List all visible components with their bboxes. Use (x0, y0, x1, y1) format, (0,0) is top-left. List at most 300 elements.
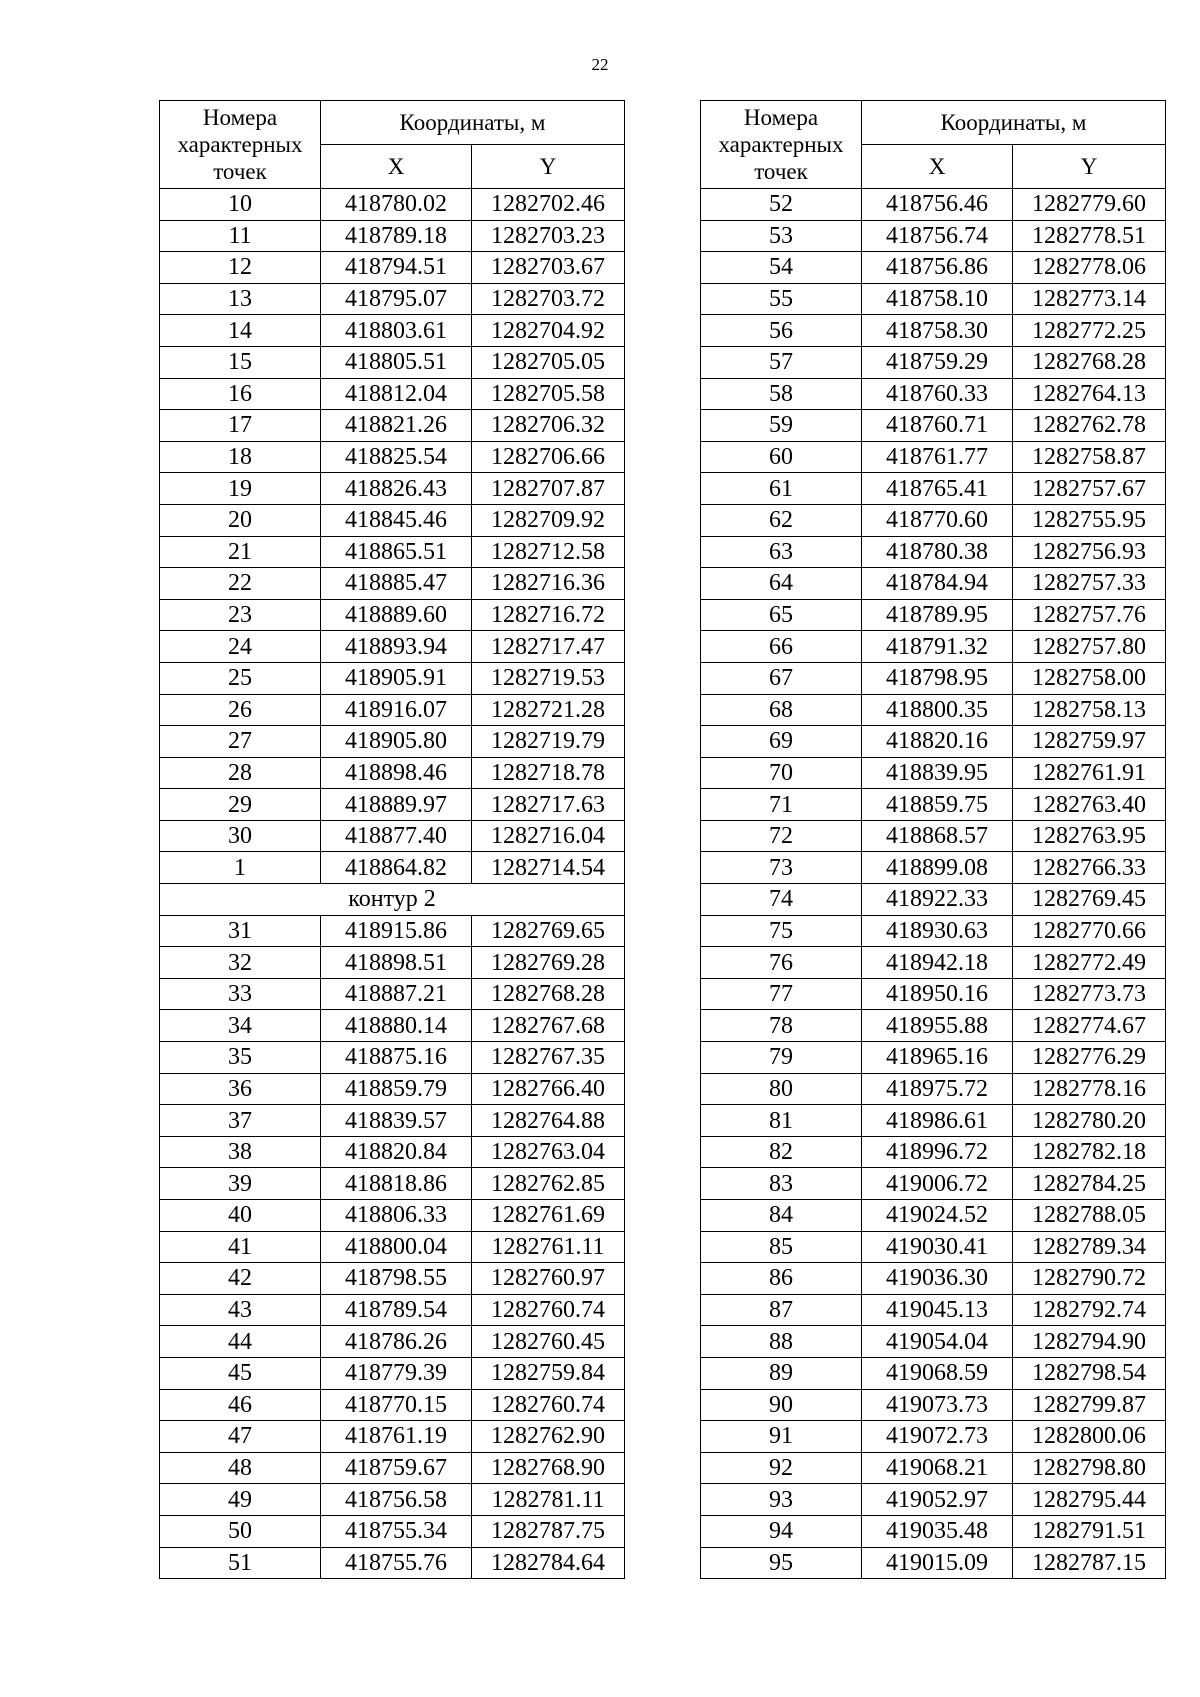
x-coordinate-cell: 418806.33 (321, 1200, 472, 1232)
point-number-cell: 36 (160, 1073, 321, 1105)
table-body (160, 189, 625, 1579)
table-row (701, 757, 1166, 789)
table-row (160, 726, 625, 758)
table-row (701, 1168, 1166, 1200)
table-row (701, 1294, 1166, 1326)
y-coordinate-cell: 1282790.72 (1013, 1263, 1166, 1295)
y-coordinate-cell: 1282760.97 (472, 1263, 625, 1295)
point-number-cell: 26 (160, 694, 321, 726)
table-row (160, 1168, 625, 1200)
table-row (160, 1136, 625, 1168)
table-row (160, 1452, 625, 1484)
point-number-cell: 44 (160, 1326, 321, 1358)
y-coordinate-cell: 1282755.95 (1013, 504, 1166, 536)
x-coordinate-cell: 418770.15 (321, 1389, 472, 1421)
x-coordinate-cell: 419045.13 (862, 1294, 1013, 1326)
table-row (701, 346, 1166, 378)
table-row (160, 189, 625, 221)
x-coordinate-cell: 418805.51 (321, 346, 472, 378)
x-coordinate-cell: 419036.30 (862, 1263, 1013, 1295)
y-column-header: Y (472, 145, 625, 189)
y-coordinate-cell: 1282776.29 (1013, 1042, 1166, 1074)
table-row (160, 378, 625, 410)
point-number-cell: 40 (160, 1200, 321, 1232)
y-coordinate-cell: 1282702.46 (472, 189, 625, 221)
table-row (701, 189, 1166, 221)
x-coordinate-cell: 418865.51 (321, 536, 472, 568)
table-row (160, 1389, 625, 1421)
section-label: контур 2 (160, 884, 625, 916)
point-number-cell: 57 (701, 346, 862, 378)
point-number-cell: 79 (701, 1042, 862, 1074)
point-number-cell: 53 (701, 220, 862, 252)
point-number-cell: 37 (160, 1105, 321, 1137)
point-number-cell: 11 (160, 220, 321, 252)
point-number-cell: 1 (160, 852, 321, 884)
table-row (160, 1547, 625, 1579)
table-row (160, 346, 625, 378)
points-header-line: Номера (743, 105, 819, 130)
point-number-cell: 94 (701, 1515, 862, 1547)
table-row (160, 283, 625, 315)
point-number-cell: 90 (701, 1389, 862, 1421)
point-number-cell: 67 (701, 662, 862, 694)
point-number-cell: 21 (160, 536, 321, 568)
x-coordinate-cell: 418868.57 (862, 820, 1013, 852)
y-coordinate-cell: 1282716.04 (472, 820, 625, 852)
table-row (160, 315, 625, 347)
table-row (701, 1547, 1166, 1579)
point-number-cell: 16 (160, 378, 321, 410)
table-row (160, 662, 625, 694)
x-coordinate-cell: 418759.29 (862, 346, 1013, 378)
x-coordinate-cell: 418930.63 (862, 915, 1013, 947)
table-row (701, 694, 1166, 726)
point-number-cell: 10 (160, 189, 321, 221)
x-coordinate-cell: 418786.26 (321, 1326, 472, 1358)
y-coordinate-cell: 1282768.28 (1013, 346, 1166, 378)
point-number-cell: 62 (701, 504, 862, 536)
y-coordinate-cell: 1282717.47 (472, 631, 625, 663)
x-coordinate-cell: 418965.16 (862, 1042, 1013, 1074)
table-row (160, 947, 625, 979)
point-number-cell: 15 (160, 346, 321, 378)
table-row (701, 1136, 1166, 1168)
x-coordinate-cell: 419030.41 (862, 1231, 1013, 1263)
point-number-cell: 19 (160, 473, 321, 505)
x-coordinate-cell: 418839.57 (321, 1105, 472, 1137)
table-row (701, 252, 1166, 284)
y-coordinate-cell: 1282778.16 (1013, 1073, 1166, 1105)
table-row (160, 978, 625, 1010)
x-coordinate-cell: 418899.08 (862, 852, 1013, 884)
table-row (160, 789, 625, 821)
x-coordinate-cell: 418798.95 (862, 662, 1013, 694)
x-coordinate-cell: 418845.46 (321, 504, 472, 536)
x-coordinate-cell: 418859.75 (862, 789, 1013, 821)
y-coordinate-cell: 1282718.78 (472, 757, 625, 789)
x-coordinate-cell: 418812.04 (321, 378, 472, 410)
x-column-header: X (862, 145, 1013, 189)
y-coordinate-cell: 1282757.76 (1013, 599, 1166, 631)
point-number-cell: 65 (701, 599, 862, 631)
y-coordinate-cell: 1282763.04 (472, 1136, 625, 1168)
y-coordinate-cell: 1282794.90 (1013, 1326, 1166, 1358)
point-number-cell: 64 (701, 568, 862, 600)
point-number-cell: 82 (701, 1136, 862, 1168)
point-number-cell: 34 (160, 1010, 321, 1042)
point-number-cell: 84 (701, 1200, 862, 1232)
point-number-cell: 50 (160, 1515, 321, 1547)
y-coordinate-cell: 1282800.06 (1013, 1421, 1166, 1453)
y-coordinate-cell: 1282762.90 (472, 1421, 625, 1453)
table-row (701, 536, 1166, 568)
x-coordinate-cell: 419054.04 (862, 1326, 1013, 1358)
x-coordinate-cell: 418784.94 (862, 568, 1013, 600)
point-number-cell: 60 (701, 441, 862, 473)
x-coordinate-cell: 418950.16 (862, 978, 1013, 1010)
point-number-cell: 31 (160, 915, 321, 947)
x-coordinate-cell: 418760.33 (862, 378, 1013, 410)
y-coordinate-cell: 1282759.84 (472, 1357, 625, 1389)
y-coordinate-cell: 1282760.74 (472, 1389, 625, 1421)
table-row (160, 1263, 625, 1295)
y-coordinate-cell: 1282778.51 (1013, 220, 1166, 252)
table-row (160, 504, 625, 536)
point-number-cell: 41 (160, 1231, 321, 1263)
table-row (701, 1200, 1166, 1232)
point-number-cell: 81 (701, 1105, 862, 1137)
point-number-cell: 49 (160, 1484, 321, 1516)
points-header-line: характерных (177, 132, 303, 157)
point-number-cell: 51 (160, 1547, 321, 1579)
point-number-cell: 91 (701, 1421, 862, 1453)
y-coordinate-cell: 1282721.28 (472, 694, 625, 726)
x-coordinate-cell: 418756.46 (862, 189, 1013, 221)
table-row (160, 1421, 625, 1453)
y-coordinate-cell: 1282758.13 (1013, 694, 1166, 726)
table-row (160, 252, 625, 284)
y-coordinate-cell: 1282773.73 (1013, 978, 1166, 1010)
table-row (701, 504, 1166, 536)
point-number-cell: 59 (701, 410, 862, 442)
table-row (701, 915, 1166, 947)
x-coordinate-cell: 418826.43 (321, 473, 472, 505)
point-number-cell: 61 (701, 473, 862, 505)
page-number: 22 (591, 55, 609, 74)
points-column-header (701, 101, 862, 189)
x-coordinate-cell: 419015.09 (862, 1547, 1013, 1579)
x-coordinate-cell: 418758.30 (862, 315, 1013, 347)
y-coordinate-cell: 1282769.65 (472, 915, 625, 947)
x-coordinate-cell: 418755.34 (321, 1515, 472, 1547)
point-number-cell: 89 (701, 1357, 862, 1389)
x-coordinate-cell: 418765.41 (862, 473, 1013, 505)
point-number-cell: 25 (160, 662, 321, 694)
y-coordinate-cell: 1282763.40 (1013, 789, 1166, 821)
x-coordinate-cell: 418825.54 (321, 441, 472, 473)
table-row (160, 568, 625, 600)
table-row (701, 1326, 1166, 1358)
x-coordinate-cell: 418942.18 (862, 947, 1013, 979)
y-column-header: Y (1013, 145, 1166, 189)
x-coordinate-cell: 418880.14 (321, 1010, 472, 1042)
y-coordinate-cell: 1282758.87 (1013, 441, 1166, 473)
x-coordinate-cell: 418986.61 (862, 1105, 1013, 1137)
table-row (160, 915, 625, 947)
y-coordinate-cell: 1282795.44 (1013, 1484, 1166, 1516)
x-coordinate-cell: 418759.67 (321, 1452, 472, 1484)
table-row (160, 1294, 625, 1326)
x-coordinate-cell: 418898.46 (321, 757, 472, 789)
point-number-cell: 29 (160, 789, 321, 821)
point-number-cell: 80 (701, 1073, 862, 1105)
point-number-cell: 55 (701, 283, 862, 315)
y-coordinate-cell: 1282773.14 (1013, 283, 1166, 315)
y-coordinate-cell: 1282769.45 (1013, 884, 1166, 916)
table-row (160, 410, 625, 442)
table-row (701, 1357, 1166, 1389)
x-coordinate-cell: 419006.72 (862, 1168, 1013, 1200)
y-coordinate-cell: 1282704.92 (472, 315, 625, 347)
table-row (160, 1515, 625, 1547)
x-coordinate-cell: 418761.19 (321, 1421, 472, 1453)
x-coordinate-cell: 419052.97 (862, 1484, 1013, 1516)
point-number-cell: 20 (160, 504, 321, 536)
table-row (701, 789, 1166, 821)
point-number-cell: 32 (160, 947, 321, 979)
x-coordinate-cell: 418864.82 (321, 852, 472, 884)
y-coordinate-cell: 1282780.20 (1013, 1105, 1166, 1137)
point-number-cell: 13 (160, 283, 321, 315)
y-coordinate-cell: 1282705.05 (472, 346, 625, 378)
table-row (701, 1452, 1166, 1484)
table-row (701, 220, 1166, 252)
x-coordinate-cell: 419068.59 (862, 1357, 1013, 1389)
point-number-cell: 88 (701, 1326, 862, 1358)
point-number-cell: 30 (160, 820, 321, 852)
point-number-cell: 93 (701, 1484, 862, 1516)
table-row (160, 852, 625, 884)
x-coordinate-cell: 418820.84 (321, 1136, 472, 1168)
x-coordinate-cell: 418798.55 (321, 1263, 472, 1295)
point-number-cell: 92 (701, 1452, 862, 1484)
table-row (160, 694, 625, 726)
y-coordinate-cell: 1282778.06 (1013, 252, 1166, 284)
point-number-cell: 87 (701, 1294, 862, 1326)
point-number-cell: 46 (160, 1389, 321, 1421)
table-row (701, 1515, 1166, 1547)
table-row (701, 410, 1166, 442)
y-coordinate-cell: 1282784.64 (472, 1547, 625, 1579)
table-row (701, 1042, 1166, 1074)
y-coordinate-cell: 1282781.11 (472, 1484, 625, 1516)
point-number-cell: 23 (160, 599, 321, 631)
point-number-cell: 58 (701, 378, 862, 410)
x-coordinate-cell: 418905.80 (321, 726, 472, 758)
point-number-cell: 69 (701, 726, 862, 758)
table-row (701, 315, 1166, 347)
coordinates-table-right (700, 100, 1166, 1579)
table-row (701, 1263, 1166, 1295)
point-number-cell: 54 (701, 252, 862, 284)
x-coordinate-cell: 418800.04 (321, 1231, 472, 1263)
point-number-cell: 76 (701, 947, 862, 979)
y-coordinate-cell: 1282763.95 (1013, 820, 1166, 852)
y-coordinate-cell: 1282767.68 (472, 1010, 625, 1042)
point-number-cell: 52 (701, 189, 862, 221)
point-number-cell: 24 (160, 631, 321, 663)
points-header-line: точек (213, 159, 267, 184)
x-coordinate-cell: 419072.73 (862, 1421, 1013, 1453)
y-coordinate-cell: 1282716.72 (472, 599, 625, 631)
table-row (701, 947, 1166, 979)
x-coordinate-cell: 418755.76 (321, 1547, 472, 1579)
point-number-cell: 63 (701, 536, 862, 568)
y-coordinate-cell: 1282703.23 (472, 220, 625, 252)
y-coordinate-cell: 1282767.35 (472, 1042, 625, 1074)
table-row (701, 599, 1166, 631)
y-coordinate-cell: 1282760.45 (472, 1326, 625, 1358)
point-number-cell: 73 (701, 852, 862, 884)
y-coordinate-cell: 1282706.66 (472, 441, 625, 473)
x-coordinate-cell: 418955.88 (862, 1010, 1013, 1042)
y-coordinate-cell: 1282716.36 (472, 568, 625, 600)
point-number-cell: 74 (701, 884, 862, 916)
point-number-cell: 47 (160, 1421, 321, 1453)
x-coordinate-cell: 418758.10 (862, 283, 1013, 315)
x-coordinate-cell: 418779.39 (321, 1357, 472, 1389)
point-number-cell: 18 (160, 441, 321, 473)
table-row (160, 220, 625, 252)
y-coordinate-cell: 1282784.25 (1013, 1168, 1166, 1200)
table-row (160, 473, 625, 505)
point-number-cell: 48 (160, 1452, 321, 1484)
x-coordinate-cell: 418875.16 (321, 1042, 472, 1074)
table-row (160, 1231, 625, 1263)
table-row (160, 1200, 625, 1232)
x-coordinate-cell: 418770.60 (862, 504, 1013, 536)
table-row (701, 884, 1166, 916)
x-coordinate-cell: 418975.72 (862, 1073, 1013, 1105)
point-number-cell: 70 (701, 757, 862, 789)
x-coordinate-cell: 418839.95 (862, 757, 1013, 789)
point-number-cell: 85 (701, 1231, 862, 1263)
x-coordinate-cell: 418789.95 (862, 599, 1013, 631)
table-row (701, 441, 1166, 473)
point-number-cell: 35 (160, 1042, 321, 1074)
x-coordinate-cell: 419073.73 (862, 1389, 1013, 1421)
point-number-cell: 56 (701, 315, 862, 347)
point-number-cell: 43 (160, 1294, 321, 1326)
x-coordinate-cell: 418905.91 (321, 662, 472, 694)
point-number-cell: 38 (160, 1136, 321, 1168)
table-row (701, 568, 1166, 600)
table-row (160, 1073, 625, 1105)
table-row (160, 1042, 625, 1074)
y-coordinate-cell: 1282703.67 (472, 252, 625, 284)
table-row (701, 662, 1166, 694)
y-coordinate-cell: 1282764.13 (1013, 378, 1166, 410)
y-coordinate-cell: 1282782.18 (1013, 1136, 1166, 1168)
table-row (160, 757, 625, 789)
point-number-cell: 45 (160, 1357, 321, 1389)
table-row (701, 978, 1166, 1010)
y-coordinate-cell: 1282798.54 (1013, 1357, 1166, 1389)
table-row (701, 726, 1166, 758)
table-row (701, 378, 1166, 410)
point-number-cell: 22 (160, 568, 321, 600)
coordinates-table-left (159, 100, 625, 1579)
y-coordinate-cell: 1282709.92 (472, 504, 625, 536)
y-coordinate-cell: 1282779.60 (1013, 189, 1166, 221)
x-coordinate-cell: 418922.33 (862, 884, 1013, 916)
x-coordinate-cell: 419024.52 (862, 1200, 1013, 1232)
point-number-cell: 28 (160, 757, 321, 789)
y-coordinate-cell: 1282792.74 (1013, 1294, 1166, 1326)
x-coordinate-cell: 418756.58 (321, 1484, 472, 1516)
table-row (701, 852, 1166, 884)
x-coordinate-cell: 418760.71 (862, 410, 1013, 442)
x-coordinate-cell: 418859.79 (321, 1073, 472, 1105)
coordinates-column-header: Координаты, м (321, 101, 625, 145)
x-coordinate-cell: 418756.86 (862, 252, 1013, 284)
x-coordinate-cell: 418996.72 (862, 1136, 1013, 1168)
y-coordinate-cell: 1282706.32 (472, 410, 625, 442)
y-coordinate-cell: 1282772.25 (1013, 315, 1166, 347)
table-row (701, 820, 1166, 852)
table-row (701, 1389, 1166, 1421)
y-coordinate-cell: 1282774.67 (1013, 1010, 1166, 1042)
table-row (160, 1357, 625, 1389)
y-coordinate-cell: 1282772.49 (1013, 947, 1166, 979)
point-number-cell: 17 (160, 410, 321, 442)
x-coordinate-cell: 418803.61 (321, 315, 472, 347)
y-coordinate-cell: 1282761.11 (472, 1231, 625, 1263)
y-coordinate-cell: 1282766.33 (1013, 852, 1166, 884)
y-coordinate-cell: 1282719.53 (472, 662, 625, 694)
y-coordinate-cell: 1282707.87 (472, 473, 625, 505)
y-coordinate-cell: 1282761.69 (472, 1200, 625, 1232)
point-number-cell: 66 (701, 631, 862, 663)
table-row (160, 441, 625, 473)
table-row (701, 473, 1166, 505)
x-coordinate-cell: 418898.51 (321, 947, 472, 979)
x-coordinate-cell: 418780.02 (321, 189, 472, 221)
y-coordinate-cell: 1282768.28 (472, 978, 625, 1010)
point-number-cell: 78 (701, 1010, 862, 1042)
table-row (160, 1010, 625, 1042)
table-row (701, 1073, 1166, 1105)
table-row (701, 631, 1166, 663)
y-coordinate-cell: 1282757.80 (1013, 631, 1166, 663)
point-number-cell: 71 (701, 789, 862, 821)
y-coordinate-cell: 1282703.72 (472, 283, 625, 315)
point-number-cell: 75 (701, 915, 862, 947)
y-coordinate-cell: 1282714.54 (472, 852, 625, 884)
x-coordinate-cell: 418761.77 (862, 441, 1013, 473)
y-coordinate-cell: 1282757.67 (1013, 473, 1166, 505)
table-row (701, 1105, 1166, 1137)
point-number-cell: 72 (701, 820, 862, 852)
x-coordinate-cell: 418889.60 (321, 599, 472, 631)
x-coordinate-cell: 418756.74 (862, 220, 1013, 252)
table-row (701, 1484, 1166, 1516)
point-number-cell: 14 (160, 315, 321, 347)
point-number-cell: 83 (701, 1168, 862, 1200)
y-coordinate-cell: 1282762.85 (472, 1168, 625, 1200)
y-coordinate-cell: 1282766.40 (472, 1073, 625, 1105)
